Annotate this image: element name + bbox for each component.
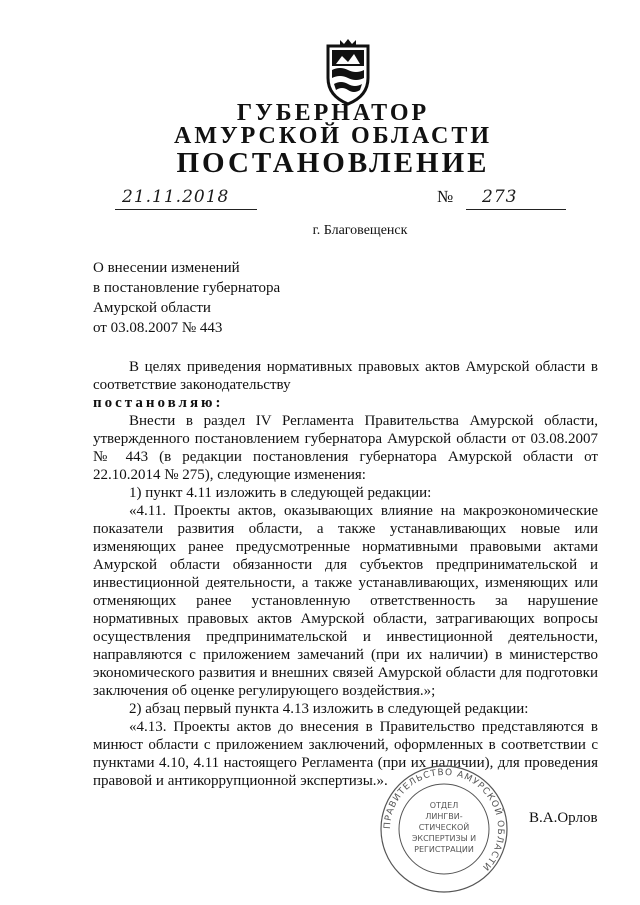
stamp-line: СТИЧЕСКОЙ — [418, 823, 470, 832]
item-1-text: «4.11. Проекты актов, оказывающих влияние на макроэкономические показатели развития области, а также устанавливающих новые или изменяющих ранее предусмотренные нормативными правовыми актами Амурской области обязанности для субъектов предпринимательской и инвестиционной деятельности, а также устанавливающих, изменяющих или отменяющих ранее установленную ответственность за нарушение нормативных правовых актов Амурской области, затрагивающих вопросы осуществления предпринимательской и инвестиционной деятельности, направляются с приложением замечаний (при их наличии) в министерство экономического развития и внешних связей Амурской области для подготовки заключения об оценке регулирующего воздействия.»; — [93, 503, 598, 699]
document-type: ПОСТАНОВЛЕНИЕ — [176, 147, 490, 179]
stamp-line: ОТДЕЛ — [429, 801, 459, 810]
amendment-intro: Внести в раздел IV Регламента Правительства Амурской области, утвержденного постановлением губернатора Амурской области от 03.08.2007 № 443 (в редакции постановления губернатора Амурской области от 22.10.2014 № 275), следующие изменения: — [93, 413, 598, 483]
subject-line: Амурской области — [93, 300, 211, 316]
preamble: В целях приведения нормативных правовых актов Амурской области в соответствие законодательству — [93, 359, 598, 393]
document-number — [466, 187, 566, 210]
stamp-ring-text: ПРАВИТЕЛЬСТВО АМУРСКОЙ ОБЛАСТИ — [382, 767, 506, 873]
handwritten-date: 21.11.2018 — [122, 187, 230, 207]
item-2-text: «4.13. Проекты актов до внесения в Правительство представляются в минюст области с приложением заключений, оформленных в соответствии с пунктами 4.10, 4.11 настоящего Регламента (при их наличии), для проведения правовой и антикоррупционной экспертизы.». — [93, 719, 598, 789]
document-body — [93, 358, 598, 790]
issuer-region: АМУРСКОЙ ОБЛАСТИ — [174, 123, 492, 149]
city: г. Благовещенск — [312, 223, 408, 238]
subject-line: в постановление губернатора — [93, 280, 281, 296]
item-1-heading: 1) пункт 4.11 изложить в следующей редакции: — [129, 485, 432, 501]
handwritten-number: 273 — [482, 187, 518, 207]
issuer-title: ГУБЕРНАТОР — [236, 100, 430, 126]
subject-line: от 03.08.2007 № 443 — [93, 320, 223, 336]
document-subject — [93, 258, 280, 338]
document-date — [115, 187, 257, 210]
signatory-name: В.А.Орлов — [529, 810, 598, 826]
official-stamp — [374, 764, 514, 894]
decree-word: постановляю: — [93, 395, 224, 411]
stamp-line: ЛИНГВИ- — [425, 812, 463, 821]
stamp-line: ЭКСПЕРТИЗЫ И — [411, 834, 477, 843]
item-2-heading: 2) абзац первый пункта 4.13 изложить в следующей редакции: — [129, 701, 529, 717]
subject-line: О внесении изменений — [93, 260, 240, 276]
coat-of-arms-icon — [318, 38, 378, 106]
stamp-line: РЕГИСТРАЦИИ — [414, 845, 474, 854]
number-label: № — [437, 187, 454, 206]
